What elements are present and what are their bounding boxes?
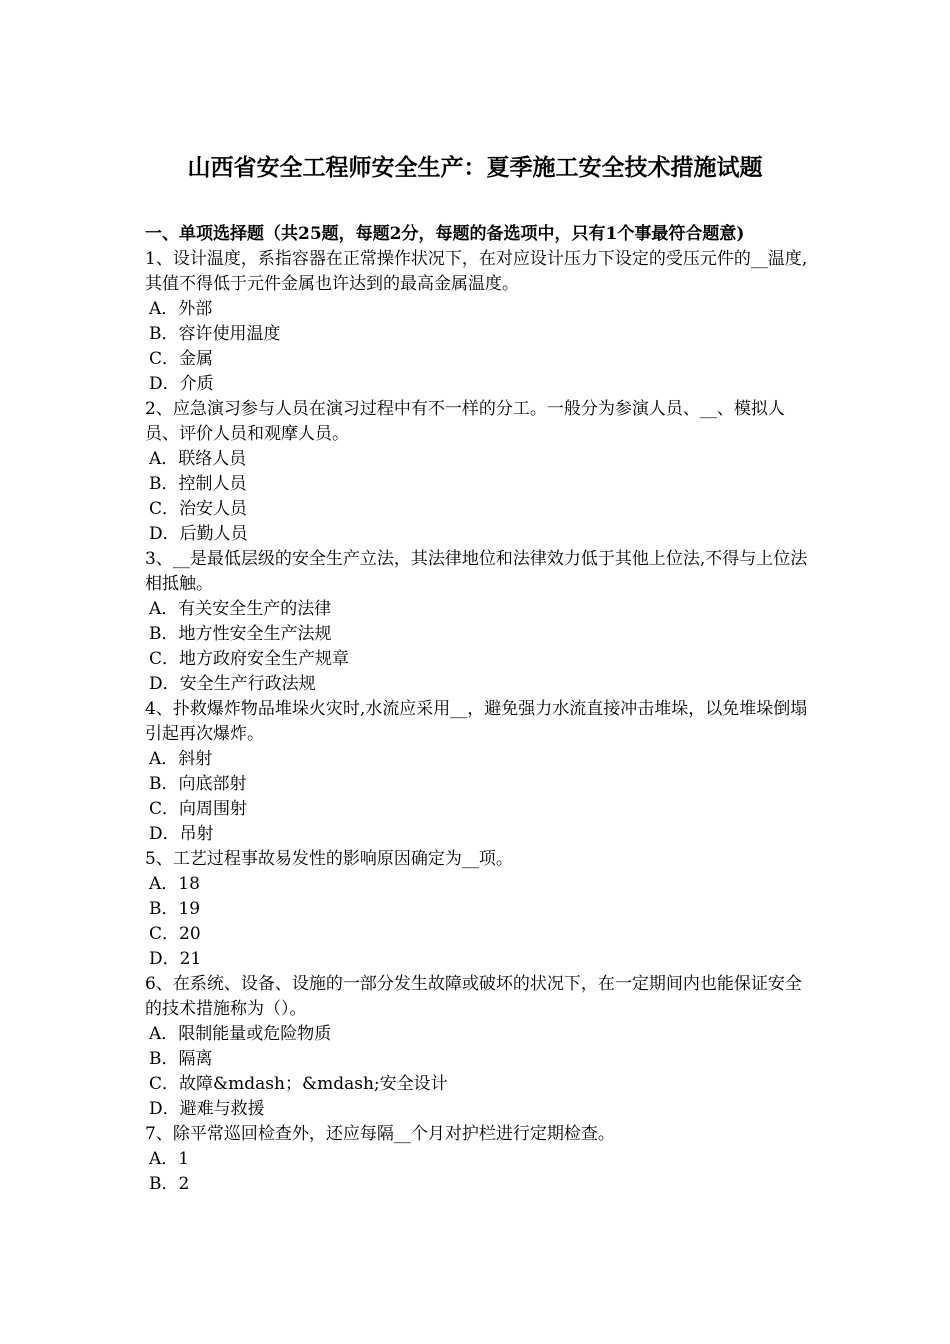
question-text: 7、除平常巡回检查外，还应每隔__个月对护栏进行定期检查。 [145, 1124, 615, 1144]
option-a: A．外部 [149, 299, 213, 319]
option-c: C．治安人员 [149, 499, 248, 519]
question-text: 5、工艺过程事故易发性的影响原因确定为__项。 [145, 849, 513, 869]
question-text: 4、扑救爆炸物品堆垛火灾时,水流应采用__，避免强力水流直接冲击堆垛，以免堆垛倒塌引起再次爆炸。 [145, 699, 808, 744]
document-title: 山西省安全工程师安全生产：夏季施工安全技术措施试题 [187, 154, 763, 181]
question-7 [145, 1122, 810, 1197]
option-b: B．控制人员 [149, 474, 247, 494]
option-b: B．地方性安全生产法规 [149, 624, 332, 644]
question-text: 3、__是最低层级的安全生产立法，其法律地位和法律效力低于其他上位法,不得与上位法相抵触。 [145, 549, 808, 594]
option-a: A．18 [149, 874, 200, 894]
option-a: A．联络人员 [149, 449, 247, 469]
question-1 [145, 247, 810, 397]
option-d: D．避难与救援 [149, 1099, 265, 1119]
option-b: B．19 [149, 899, 201, 919]
question-text: 2、应急演习参与人员在演习过程中有不一样的分工。一般分为参演人员、__、模拟人员、评价人员和观摩人员。 [145, 399, 785, 444]
option-d: D．介质 [149, 374, 214, 394]
option-b: B．隔离 [149, 1049, 213, 1069]
option-d: D．后勤人员 [149, 524, 248, 544]
option-a: A．限制能量或危险物质 [149, 1024, 332, 1044]
section-heading: 一、单项选择题（共25题，每题2分，每题的备选项中，只有1个事最符合题意) [145, 224, 745, 244]
question-5 [145, 847, 810, 972]
option-c: C．20 [149, 924, 201, 944]
option-c: C．地方政府安全生产规章 [149, 649, 350, 669]
option-a: A．斜射 [149, 749, 213, 769]
option-c: C．金属 [149, 349, 214, 369]
option-b: B．容许使用温度 [149, 324, 281, 344]
question-4 [145, 697, 810, 847]
question-6 [145, 972, 810, 1122]
option-d: D．安全生产行政法规 [149, 674, 316, 694]
question-3 [145, 547, 810, 697]
option-a: A．1 [149, 1149, 190, 1169]
question-text: 6、在系统、设备、设施的一部分发生故障或破坏的状况下，在一定期间内也能保证安全的技术措施称为（）。 [145, 974, 802, 1019]
option-d: D．21 [149, 949, 202, 969]
question-text: 1、设计温度，系指容器在正常操作状况下，在对应设计压力下设定的受压元件的__温度,其值不得低于元件金属也许达到的最高金属温度。 [145, 249, 808, 294]
option-b: B．2 [149, 1174, 190, 1194]
option-b: B．向底部射 [149, 774, 247, 794]
option-d: D．吊射 [149, 824, 214, 844]
option-c: C．故障&mdash；&mdash;安全设计 [149, 1074, 448, 1094]
option-a: A．有关安全生产的法律 [149, 599, 332, 619]
document-body [145, 222, 810, 1197]
question-2 [145, 397, 810, 547]
option-c: C．向周围射 [149, 799, 248, 819]
